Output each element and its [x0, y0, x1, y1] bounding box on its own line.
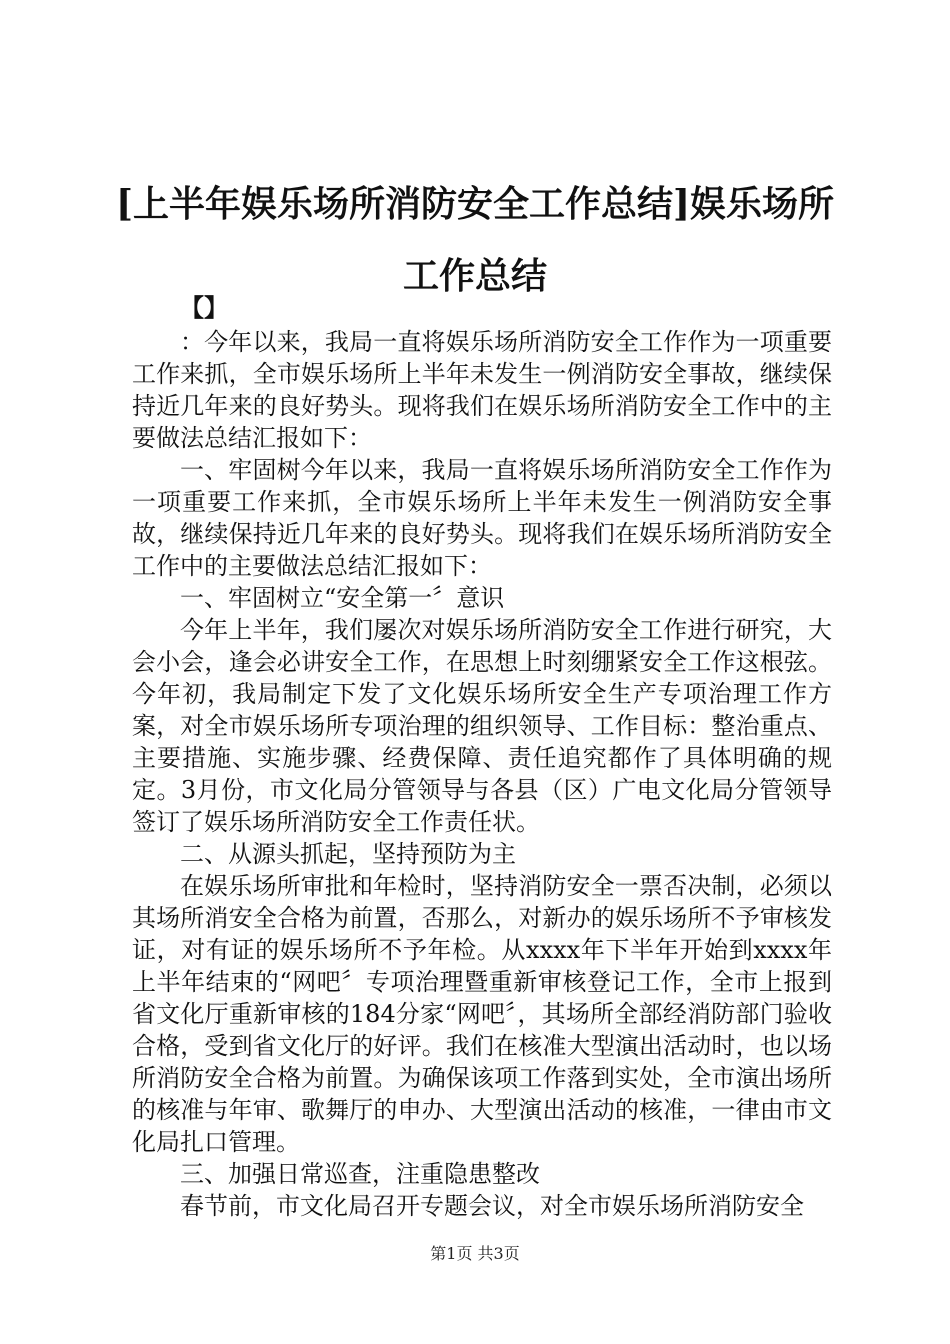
paragraph-intro: ：今年以来，我局一直将娱乐场所消防安全工作作为一项重要工作来抓，全市娱乐场所上半年未发生一例消防安全事故，继续保持近几年来的良好势头。现将我们在娱乐场所消防安全工作中的主要做法总结汇报如下： — [132, 328, 832, 452]
section-heading-2: 二、从源头抓起，坚持预防为主 — [180, 840, 516, 868]
document-body — [132, 290, 832, 1222]
paragraph-section-3: 春节前，市文化局召开专题会议，对全市娱乐场所消防安全 — [180, 1192, 804, 1220]
bracket-label: 【】 — [180, 293, 228, 322]
paragraph-section-1: 今年上半年，我们屡次对娱乐场所消防安全工作进行研究，大会小会，逢会必讲安全工作，在思想上时刻绷紧安全工作这根弦。今年初，我局制定下发了文化娱乐场所安全生产专项治理工作方案，对全市娱乐场所专项治理的组织领导、工作目标：整治重点、主要措施、实施步骤、经费保障、责任追究都作了具体明确的规定。3月份，市文化局分管领导与各县（区）广电文化局分管领导签订了娱乐场所消防安全工作责任状。 — [132, 616, 832, 836]
paragraph-section-2: 在娱乐场所审批和年检时，坚持消防安全一票否决制，必须以其场所消安全合格为前置，否那么，对新办的娱乐场所不予审核发证，对有证的娱乐场所不予年检。从xxxx年下半年开始到xxxx年上半年结束的“网吧〞专项治理暨重新审核登记工作，全市上报到省文化厅重新审核的184分家“网吧〞，其场所全部经消防部门验收合格，受到省文化厅的好评。我们在核准大型演出活动时，也以场所消防安全合格为前置。为确保该项工作落到实处，全市演出场所的核准与年审、歌舞厅的申办、大型演出活动的核准，一律由市文化局扎口管理。 — [132, 872, 832, 1156]
section-heading-3: 三、加强日常巡查，注重隐患整改 — [180, 1160, 540, 1188]
paragraph-repeat-intro: 一、牢固树今年以来，我局一直将娱乐场所消防安全工作作为一项重要工作来抓，全市娱乐场所上半年未发生一例消防安全事故，继续保持近几年来的良好势头。现将我们在娱乐场所消防安全工作中的主要做法总结汇报如下： — [132, 456, 832, 580]
page-number-footer: 第1页 共3页 — [430, 1244, 520, 1263]
section-heading-1: 一、牢固树立“安全第一〞意识 — [180, 584, 505, 612]
document-title: [上半年娱乐场所消防安全工作总结]娱乐场所工作总结 — [115, 183, 835, 297]
